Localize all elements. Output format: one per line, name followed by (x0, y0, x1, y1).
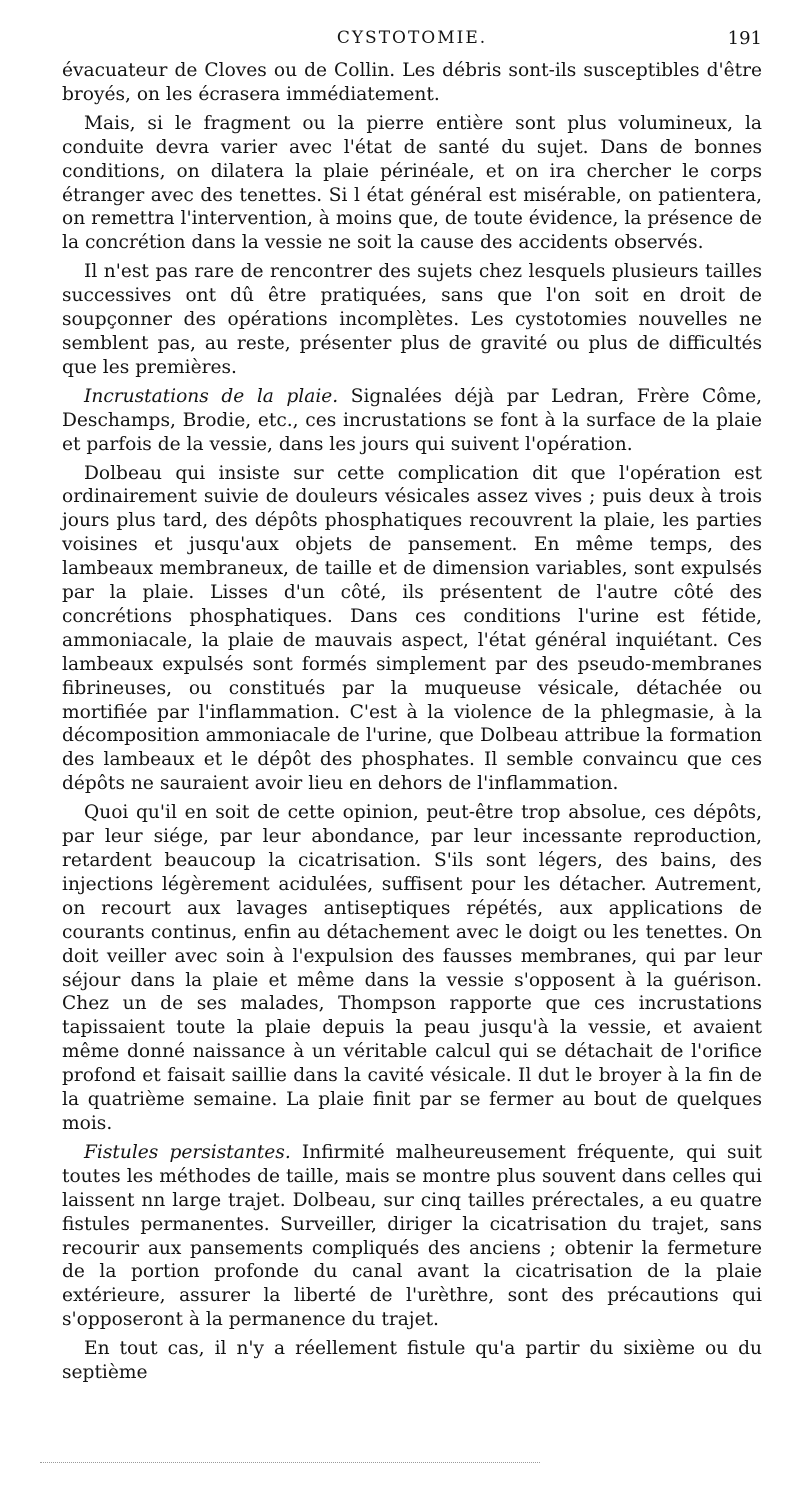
paragraph-text: évacuateur de Cloves ou de Collin. Les débris sont-ils susceptibles d'être broyés, on les écrasera immédiatement. (62, 60, 762, 105)
footer-rule (40, 1462, 540, 1463)
paragraph-text: Infirmité malheureusement fréquente, qui suit toutes les méthodes de taille, mais se montre plus souvent dans celles qui laissent nn large trajet. Dolbeau, sur cinq tailles prérectales, a eu quatre fistules permanentes. Surveiller, diriger la cicatrisation du trajet, sans recourir aux pansements compliqués des anciens ; obtenir la fermeture de la portion profonde du canal avant la cicatrisation de la plaie extérieure, assurer la liberté de l'urèthre, sont des précautions qui s'opposeront à la permanence du trajet. (62, 1141, 762, 1331)
paragraph-text: Mais, si le fragment ou la pierre entière sont plus volumineux, la conduite devra varier avec l'état de santé du sujet. Dans de bonnes conditions, on dilatera la plaie périnéale, et on ira chercher le corps étranger avec des tenettes. Si l état général est misérable, on patientera, on remettra l'intervention, à moins que, de toute évidence, la présence de la concrétion dans la vessie ne soit la cause des accidents observés. (62, 112, 762, 254)
paragraph-text: Signalées déjà par Ledran, Frère Côme, Deschamps, Brodie, etc., ces incrustations se font à la surface de la plaie et parfois de la vessie, dans les jours qui suivent l'opération. (62, 385, 762, 455)
running-title: CYSTOTOMIE. (336, 28, 488, 48)
paragraph-text: Quoi qu'il en soit de cette opinion, peut-être trop absolue, ces dépôts, par leur siége, par leur abondance, par leur incessante reproduction, retardent beaucoup la cicatrisation. S'ils sont légers, des bains, des injections légèrement acidulées, suffisent pour les détacher. Autrement, on recourt aux lavages antiseptiques répétés, aux applications de courants continus, enfin au détachement avec le doigt ou les tenettes. On doit veiller avec soin à l'expulsion des fausses membranes, qui par leur séjour dans la plaie et même dans la vessie s'opposent à la guérison. Chez un de ses malades, Thompson rapporte que ces incrustations tapissaient toute la plaie depuis la peau jusqu'à la vessie, et avaient même donné naissance à un véritable calcul qui se détachait de l'orifice profond et faisait saillie dans la cavité vésicale. Il dut le broyer à la fin de la quatrième semaine. La plaie finit par se fermer au bout de quelques mois. (62, 802, 762, 1134)
paragraph-text: Il n'est pas rare de rencontrer des sujets chez lesquels plusieurs tailles successives ont dû être pratiquées, sans que l'on soit en droit de soupçonner des opérations incomplètes. Les cystotomies nouvelles ne semblent pas, au reste, présenter plus de gravité ou plus de difficultés que les premières. (62, 261, 762, 378)
paragraph-incrustations (62, 385, 762, 457)
paragraph (62, 1337, 762, 1385)
running-head (62, 28, 762, 58)
paragraph (62, 112, 762, 255)
paragraph-text: Dolbeau qui insiste sur cette complication dit que l'opération est ordinairement suivie de douleurs vésicales assez vives ; puis deux à trois jours plus tard, des dépôts phosphatiques recouvrent la plaie, les parties voisines et jusqu'aux objets de pansement. En même temps, des lambeaux membraneux, de taille et de dimension variables, sont expulsés par la plaie. Lisses d'un côté, ils présentent de l'autre côté des concrétions phosphatiques. Dans ces conditions l'urine est fétide, ammoniacale, la plaie de mauvais aspect, l'état général inquiétant. Ces lambeaux expulsés sont formés simplement par des pseudo-membranes fibrineuses, ou constitués par la muqueuse vésicale, détachée ou mortifiée par l'inflammation. C'est à la violence de la phlegmasie, à la décomposition ammoniacale de l'urine, que Dolbeau attribue la formation des lambeaux et le dépôt des phosphates. Il semble convaincu que ces dépôts ne sauraient avoir lieu en dehors de l'inflammation. (62, 462, 762, 795)
body-text (62, 59, 762, 1390)
page-number: 191 (727, 28, 762, 49)
paragraph-text: En tout cas, il n'y a réellement fistule qu'a partir du sixième ou du septième (62, 1338, 762, 1384)
paragraph (62, 260, 762, 380)
paragraph-continuation (62, 59, 762, 107)
section-rubric: Fistules persistantes. (84, 1141, 291, 1163)
paragraph (62, 801, 762, 1136)
paragraph (62, 462, 762, 797)
paragraph-fistules (62, 1141, 762, 1332)
section-rubric: Incrustations de la plaie. (84, 385, 339, 407)
